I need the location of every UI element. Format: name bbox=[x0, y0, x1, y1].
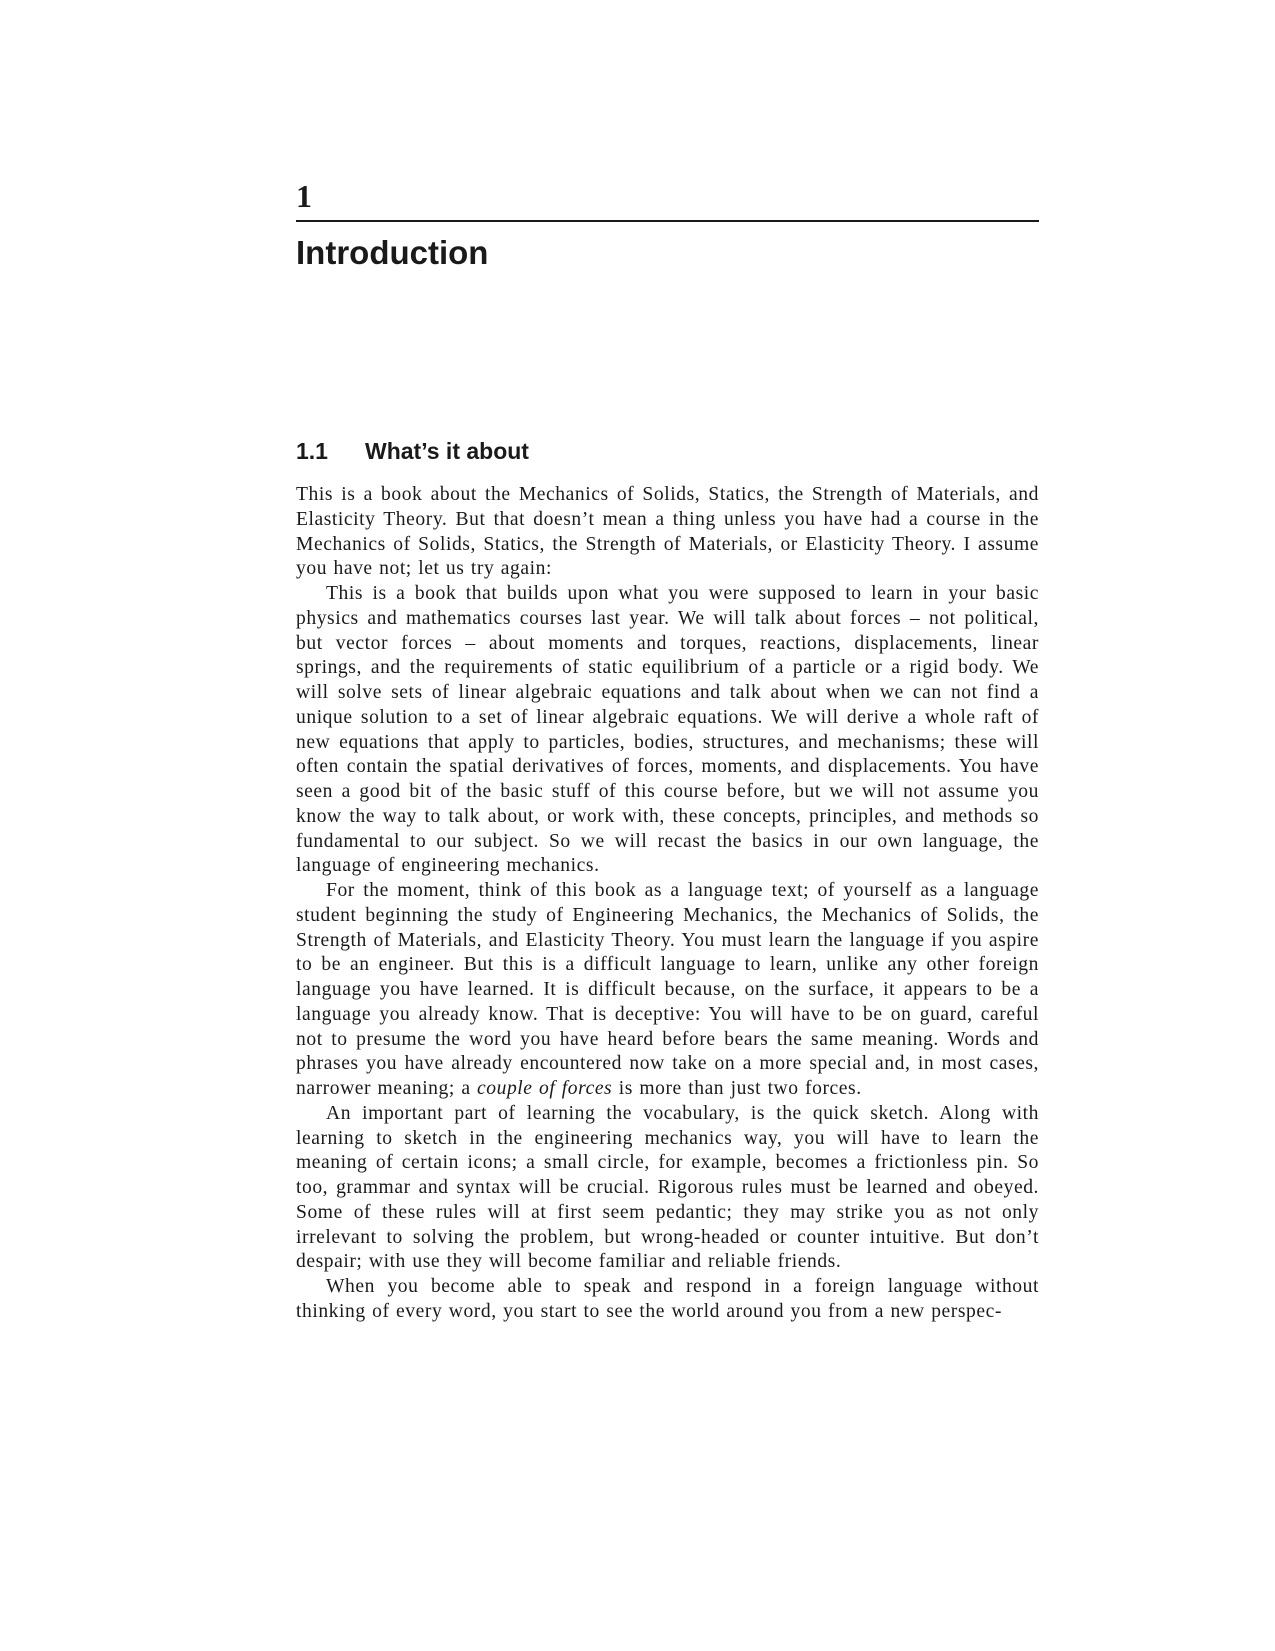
chapter-title: Introduction bbox=[296, 234, 489, 271]
paragraph: This is a book about the Mechanics of Solids, Statics, the Strength of Materials, and Elasticity Theory. But that doesn’t mean a thing unless you have had a course in the Mechanics of Solids, Statics, the Strength of Materials, or Elasticity Theory. I assume you have not; let us try again: bbox=[296, 484, 1039, 580]
emphasized-term: couple of forces bbox=[477, 1078, 613, 1099]
paragraph: When you become able to speak and respond in a foreign language without thinking of every word, you start to see the world around you from a new perspec- bbox=[296, 1276, 1039, 1322]
paragraph-text: is more than just two forces. bbox=[612, 1078, 862, 1099]
paragraph bbox=[296, 879, 1039, 1102]
body-text bbox=[296, 483, 1039, 1325]
chapter-number: 1 bbox=[296, 178, 312, 214]
section-title: What’s it about bbox=[365, 438, 529, 464]
paragraph: This is a book that builds upon what you were supposed to learn in your basic physics and mathematics courses last year. We will talk about forces – not political, but vector forces – about moments and torques, reactions, displacements, linear springs, and the requirements of static equilibrium of a particle or a rigid body. We will solve sets of linear algebraic equations and talk about when we can not find a unique solution to a set of linear algebraic equations. We will derive a whole raft of new equations that apply to particles, bodies, structures, and mechanisms; these will often contain the spatial derivatives of forces, moments, and displacements. You have seen a good bit of the basic stuff of this course before, but we will not assume you know the way to talk about, or work with, these concepts, principles, and methods so fundamental to our subject. So we will recast the basics in our own language, the language of engineering mechanics. bbox=[296, 583, 1039, 877]
section-number: 1.1 bbox=[296, 438, 328, 464]
paragraph: An important part of learning the vocabulary, is the quick sketch. Along with learning to sketch in the engineering mechanics way, you will have to learn the meaning of certain icons; a small circle, for example, becomes a frictionless pin. So too, grammar and syntax will be crucial. Rigorous rules must be learned and obeyed. Some of these rules will at first seem pedantic; they may strike you as not only irrelevant to solving the problem, but wrong-headed or counter intuitive. But don’t despair; with use they will become familiar and reliable friends. bbox=[296, 1102, 1039, 1273]
chapter-rule bbox=[296, 220, 1039, 222]
paragraph-text: For the moment, think of this book as a language text; of yourself as a language student beginning the study of Engineering Mechanics, the Mechanics of Solids, the Strength of Materials, and Elasticity Theory. You must learn the language if you aspire to be an engineer. But this is a difficult language to learn, unlike any other foreign language you have learned. It is difficult because, on the surface, it appears to be a language you already know. That is deceptive: You will have to be on guard, careful not to presume the word you have heard before bears the same meaning. Words and phrases you have already encountered now take on a more special and, in most cases, narrower meaning; a bbox=[296, 880, 1039, 1099]
section-heading bbox=[296, 436, 529, 466]
